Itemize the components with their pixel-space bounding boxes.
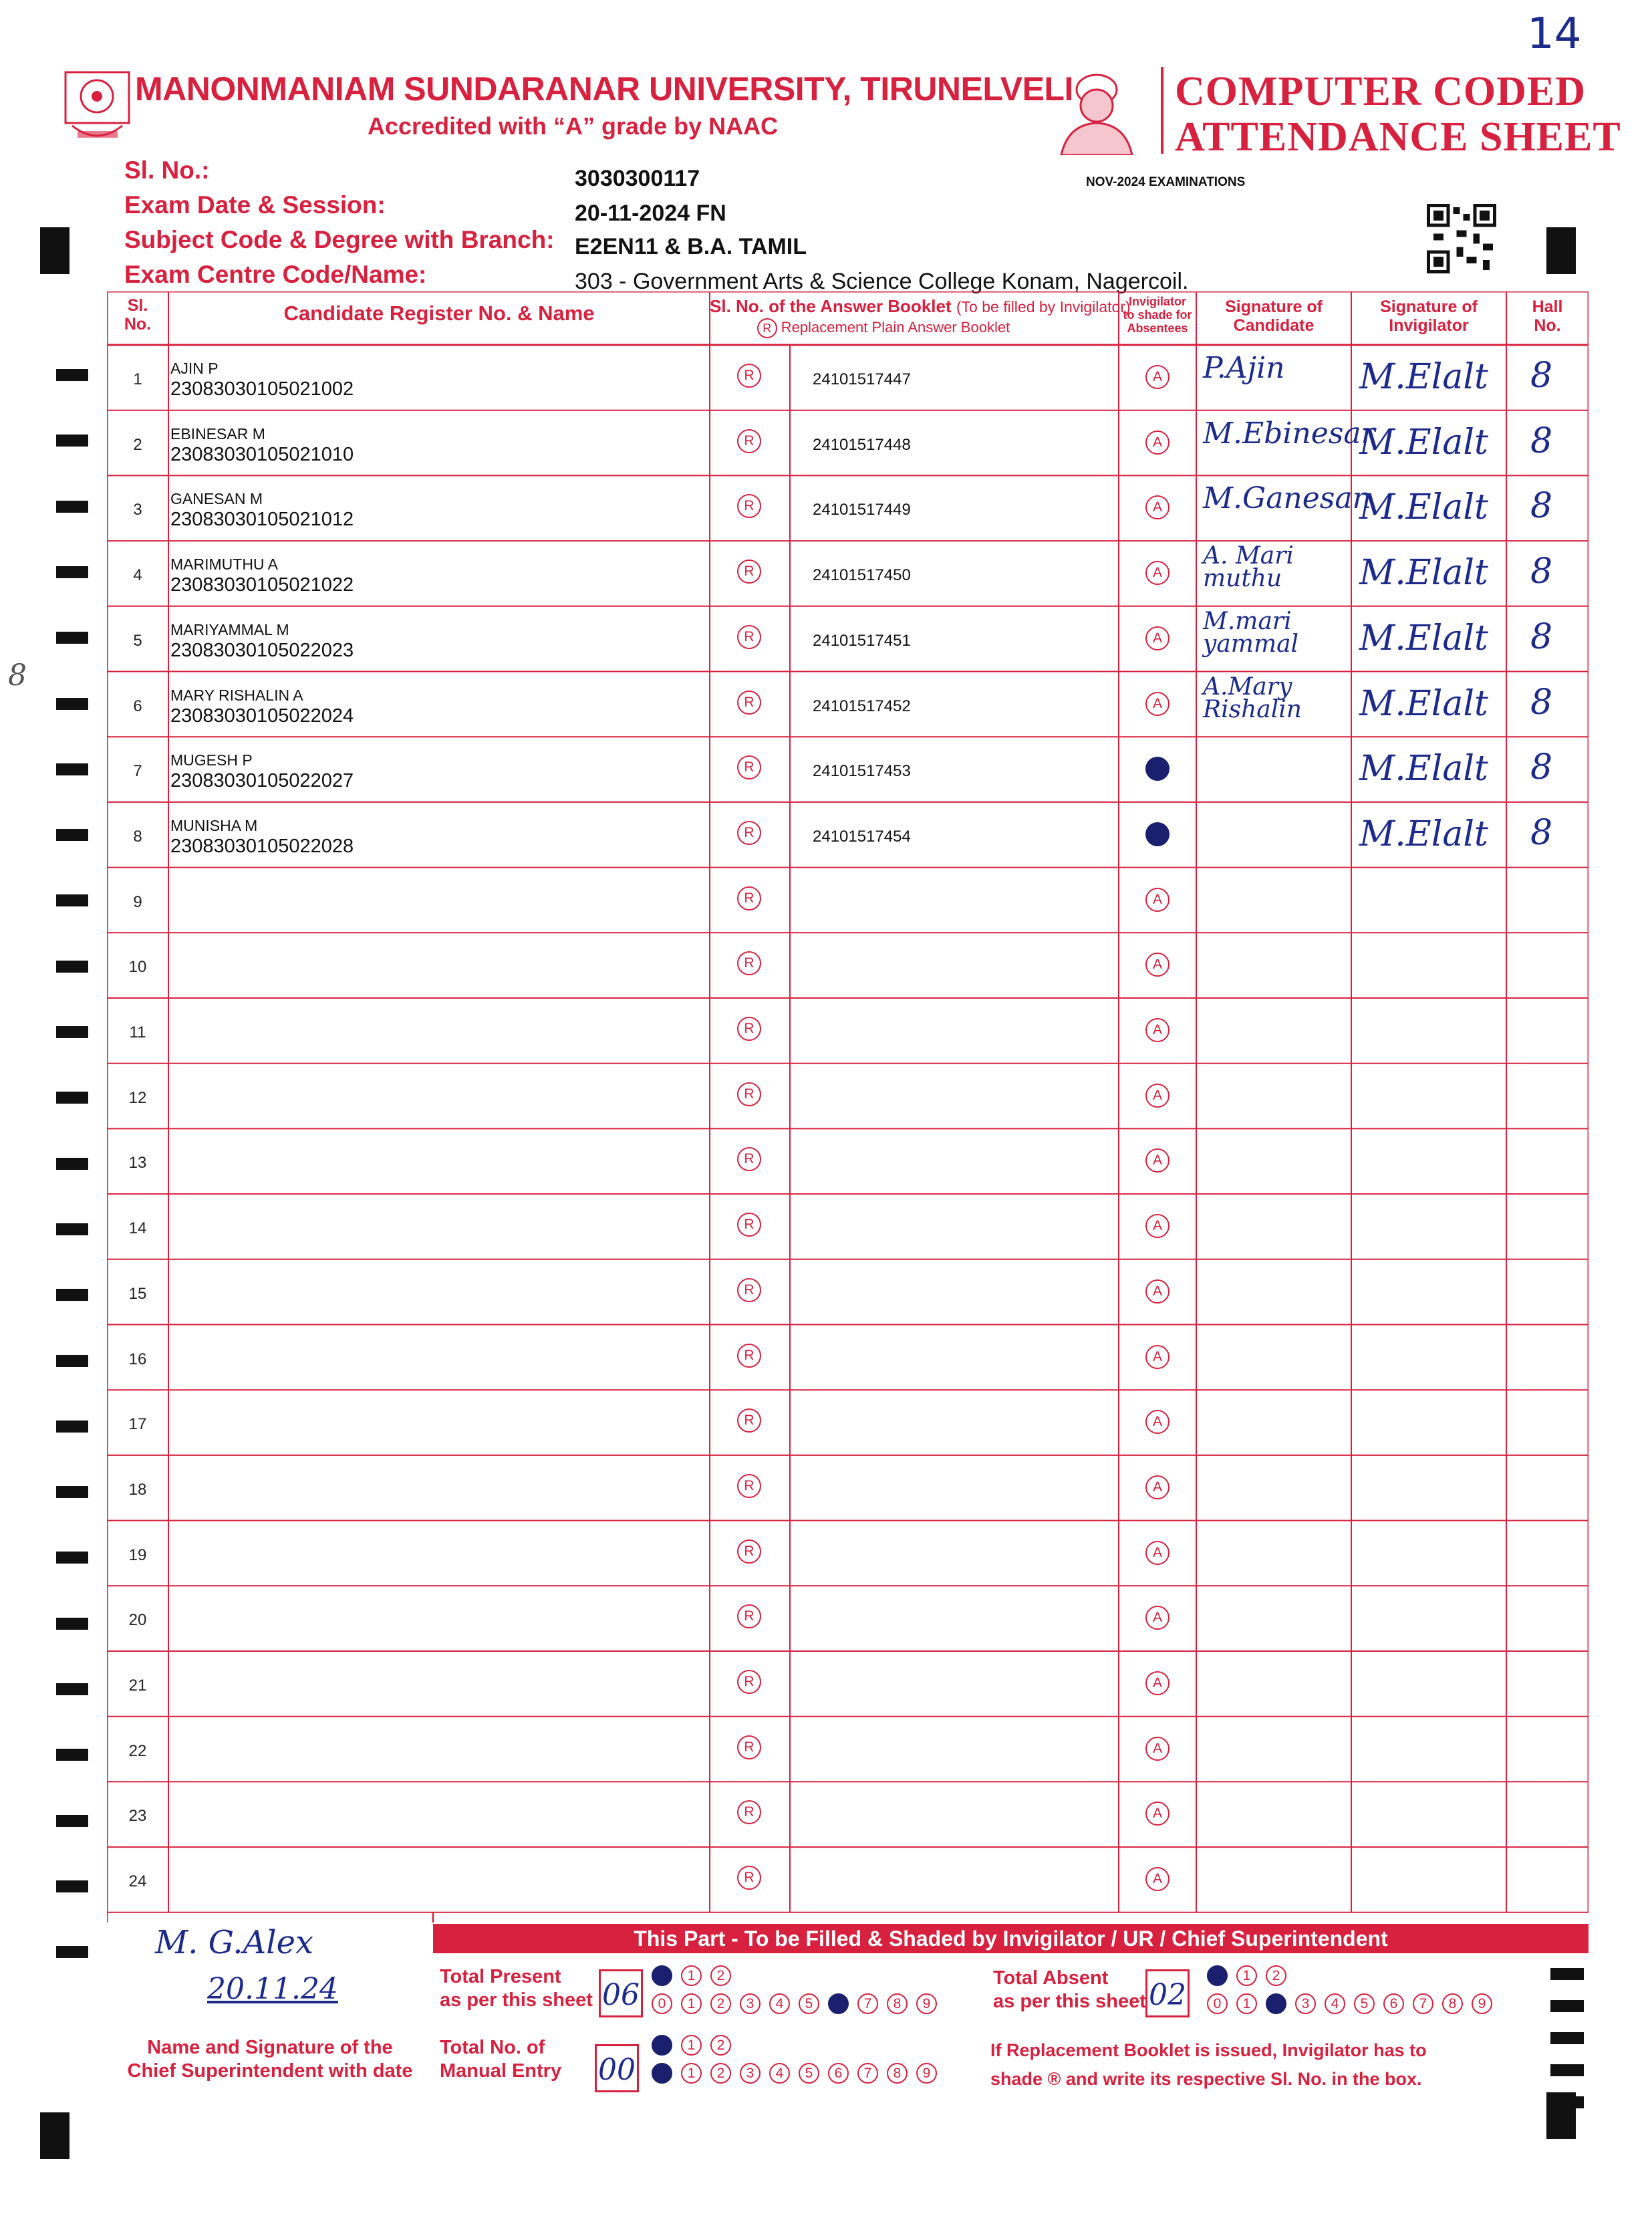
absent-bubble[interactable]: A	[1145, 1279, 1169, 1304]
register-number: 23083030105022027	[170, 770, 354, 792]
row-number: 6	[133, 697, 142, 715]
tens-digit-bubble[interactable]: 1	[681, 1965, 702, 1986]
absent-bubble[interactable]: A	[1145, 888, 1169, 912]
replacement-bubble[interactable]: R	[737, 1147, 761, 1171]
chief-label: Name and Signature of the Chief Superintendent with date	[127, 2037, 413, 2082]
units-digit-bubble[interactable]: 1	[681, 1993, 702, 2014]
row-number: 18	[128, 1480, 147, 1499]
timing-mark	[56, 1618, 88, 1630]
candidate-signature: M.mari yammal	[1203, 607, 1299, 658]
booklet-number: 24101517454	[813, 827, 911, 846]
candidate-name: MARIMUTHU A	[170, 556, 278, 574]
units-digit-bubble[interactable]: 9	[1472, 1993, 1492, 2014]
exam-date-label: Exam Date & Session:	[124, 191, 386, 219]
absent-bubble[interactable]: A	[1145, 626, 1169, 650]
absent-bubble[interactable]: A	[1145, 1148, 1169, 1172]
units-digit-bubble[interactable]: 0	[652, 1993, 672, 2014]
timing-mark	[56, 1552, 88, 1564]
timing-mark	[1550, 2032, 1584, 2044]
replacement-bubble[interactable]: R	[737, 1866, 761, 1890]
register-number: 23083030105022028	[170, 835, 354, 857]
qr-code-icon	[1427, 204, 1496, 273]
row-number: 20	[128, 1611, 147, 1630]
replacement-bubble[interactable]: R	[737, 1408, 761, 1433]
hall-number: 8	[1530, 616, 1553, 657]
subject-value: E2EN11 & B.A. TAMIL	[575, 234, 807, 259]
units-digit-bubble[interactable]: 8	[887, 2063, 908, 2084]
units-digit-bubble[interactable]: 4	[769, 1993, 790, 2014]
booklet-number: 24101517452	[813, 697, 911, 715]
candidate-name: MUGESH P	[170, 751, 253, 769]
absent-bubble[interactable]: A	[1145, 1410, 1169, 1434]
replacement-bubble[interactable]: R	[737, 1213, 761, 1237]
units-digit-bubble[interactable]: 2	[710, 1993, 731, 2014]
timing-mark	[1550, 2000, 1584, 2012]
timing-mark	[56, 1223, 88, 1235]
hall-number: 8	[1530, 486, 1553, 527]
timing-mark	[56, 1421, 88, 1433]
timing-mark	[56, 435, 88, 447]
replacement-bubble[interactable]: R	[737, 1017, 761, 1041]
absent-bubble[interactable]: A	[1145, 757, 1169, 781]
units-digit-bubble[interactable]: 1	[681, 2063, 702, 2084]
absent-bubble[interactable]: A	[1145, 561, 1169, 585]
university-logo-icon	[59, 68, 136, 147]
units-digit-bubble[interactable]: 7	[857, 2063, 878, 2084]
absent-bubble[interactable]: A	[1145, 365, 1169, 389]
booklet-number: 24101517450	[813, 566, 911, 585]
units-digit-bubble[interactable]: 7	[857, 1993, 878, 2014]
booklet-number: 24101517449	[813, 501, 911, 519]
units-digit-bubble[interactable]: 6	[828, 1993, 849, 2014]
register-number: 23083030105022024	[170, 705, 354, 727]
candidate-name: MARIYAMMAL M	[170, 620, 289, 638]
page-number-handwritten: 14	[1527, 9, 1582, 59]
replacement-bubble[interactable]: R	[737, 1800, 761, 1824]
row-number: 21	[128, 1677, 147, 1695]
absent-bubble[interactable]: A	[1145, 1018, 1169, 1042]
timing-mark	[56, 698, 88, 710]
chief-sign-date: 20.11.24	[207, 1972, 338, 2006]
header-absentee-shade: Invigilator to shade for Absentees	[1123, 295, 1192, 335]
subject-label: Subject Code & Degree with Branch:	[124, 226, 555, 253]
replacement-bubble[interactable]: R	[737, 1344, 761, 1368]
replacement-bubble[interactable]: R	[737, 886, 761, 910]
units-digit-bubble[interactable]: 6	[828, 2063, 849, 2084]
absent-bubble[interactable]: A	[1145, 1737, 1169, 1761]
timing-mark	[56, 1092, 88, 1104]
invigilator-signature: M.Elalt	[1359, 749, 1488, 789]
replacement-symbol-icon: R	[757, 318, 777, 338]
sl-no-label: Sl. No.:	[124, 156, 210, 184]
candidate-signature: M.Ganesan	[1203, 481, 1371, 516]
timing-mark	[1550, 2064, 1584, 2076]
row-number: 16	[128, 1350, 147, 1368]
absent-bubble[interactable]: A	[1145, 953, 1169, 977]
candidate-signature: P.Ajin	[1203, 351, 1285, 385]
units-digit-bubble[interactable]: 7	[1413, 1993, 1433, 2014]
units-digit-bubble[interactable]: 5	[799, 2063, 819, 2084]
units-digit-bubble[interactable]: 3	[740, 2063, 761, 2084]
row-number: 8	[133, 827, 142, 846]
timing-mark	[56, 501, 88, 513]
candidate-name: GANESAN M	[170, 490, 263, 508]
units-digit-bubble[interactable]: 1	[1236, 1993, 1257, 2014]
row-number: 9	[133, 892, 142, 911]
invigilator-signature: M.Elalt	[1359, 814, 1488, 854]
absent-bubble[interactable]: A	[1145, 822, 1169, 846]
replacement-bubble[interactable]: R	[737, 1082, 761, 1106]
row-number: 14	[128, 1219, 147, 1238]
candidate-name: MUNISHA M	[170, 816, 258, 834]
row-number: 10	[128, 958, 147, 977]
absent-bubble[interactable]: A	[1145, 1475, 1169, 1499]
row-number: 7	[133, 762, 142, 781]
register-number: 23083030105021012	[170, 509, 354, 531]
hall-number: 8	[1530, 812, 1553, 853]
candidate-name: MARY RISHALIN A	[170, 686, 303, 704]
units-digit-bubble[interactable]: 2	[710, 2063, 731, 2084]
replacement-bubble[interactable]: R	[737, 691, 761, 715]
replacement-bubble[interactable]: R	[737, 1604, 761, 1628]
candidate-signature: M.Ebinesar	[1203, 416, 1375, 451]
header-divider	[1161, 67, 1163, 154]
row-number: 2	[133, 435, 142, 454]
units-digit-bubble[interactable]: 4	[769, 2063, 790, 2084]
header-sl-no: Sl. No.	[124, 296, 152, 334]
exam-tag: NOV-2024 EXAMINATIONS	[1086, 175, 1246, 189]
booklet-number: 24101517448	[813, 435, 911, 454]
row-number: 12	[128, 1088, 147, 1107]
row-number: 13	[128, 1154, 147, 1172]
header-candidate: Candidate Register No. & Name	[283, 301, 595, 325]
timing-mark	[56, 1355, 88, 1367]
units-digit-bubble[interactable]: 3	[740, 1993, 761, 2014]
invigilator-signature: M.Elalt	[1359, 422, 1488, 463]
replacement-bubble[interactable]: R	[737, 364, 761, 388]
units-digit-bubble[interactable]: 6	[1383, 1993, 1404, 2014]
absent-bubble[interactable]: A	[1145, 1214, 1169, 1238]
tens-digit-bubble[interactable]: 1	[681, 2035, 702, 2056]
manual-entry-box[interactable]: 00	[595, 2044, 639, 2092]
replacement-bubble[interactable]: R	[737, 1539, 761, 1564]
units-digit-bubble[interactable]: 8	[1442, 1993, 1463, 2014]
total-absent-box[interactable]: 02	[1145, 1969, 1190, 2017]
absent-bubble[interactable]: A	[1145, 692, 1169, 716]
absent-bubble[interactable]: A	[1145, 1802, 1169, 1826]
header-booklet: Sl. No. of the Answer Booklet (To be filled by Invigilator)	[710, 296, 1131, 316]
register-number: 23083030105022023	[170, 639, 354, 661]
sheet-title-line2: ATTENDANCE SHEET	[1175, 114, 1621, 160]
tens-digit-bubble[interactable]: 0	[652, 2035, 672, 2056]
register-number: 23083030105021002	[170, 378, 354, 400]
row-number: 19	[128, 1546, 147, 1564]
invigilator-signature: M.Elalt	[1359, 357, 1488, 397]
row-number: 17	[128, 1415, 147, 1434]
attendance-table-grid	[107, 291, 1589, 1923]
register-number: 23083030105021022	[170, 574, 354, 596]
timing-mark	[56, 1749, 88, 1761]
units-digit-bubble[interactable]: 9	[916, 2063, 937, 2084]
replacement-bubble[interactable]: R	[737, 1735, 761, 1759]
replacement-bubble[interactable]: R	[737, 560, 761, 584]
sl-no-value: 3030300117	[575, 166, 700, 191]
hall-number: 8	[1530, 682, 1553, 723]
total-present-box[interactable]: 06	[599, 1969, 643, 2017]
candidate-name: EBINESAR M	[170, 424, 265, 443]
row-number: 23	[128, 1807, 147, 1826]
header-sig-invigilator: Signature of Invigilator	[1380, 297, 1478, 335]
chief-signature: M. G.Alex	[155, 1924, 314, 1961]
replacement-bubble[interactable]: R	[737, 494, 761, 518]
tens-digit-bubble[interactable]: 2	[1266, 1965, 1286, 1986]
timing-mark	[56, 1683, 88, 1695]
invigilator-signature: M.Elalt	[1359, 553, 1488, 594]
units-digit-bubble[interactable]: 0	[652, 2063, 672, 2084]
row-number: 15	[128, 1284, 147, 1303]
hall-number: 8	[1530, 551, 1553, 592]
timing-mark	[56, 1486, 88, 1498]
absent-bubble[interactable]: A	[1145, 1606, 1169, 1630]
absent-bubble[interactable]: A	[1145, 495, 1169, 519]
replacement-bubble[interactable]: R	[737, 1278, 761, 1302]
timing-mark	[56, 369, 88, 381]
row-number: 1	[133, 370, 142, 388]
booklet-number: 24101517453	[813, 762, 911, 781]
invigilator-signature: M.Elalt	[1359, 487, 1488, 528]
absent-bubble[interactable]: A	[1145, 1541, 1169, 1565]
replacement-bubble[interactable]: R	[737, 429, 761, 453]
centre-value: 303 - Government Arts & Science College Konam, Nagercoil.	[575, 269, 1189, 294]
replacement-bubble[interactable]: R	[737, 1670, 761, 1694]
units-digit-bubble[interactable]: 5	[1354, 1993, 1375, 2014]
booklet-number: 24101517447	[813, 370, 911, 388]
tens-digit-bubble[interactable]: 0	[652, 1965, 672, 1986]
timing-mark	[56, 1880, 88, 1892]
total-present-label: Total Present as per this sheet	[440, 1966, 593, 2011]
margin-mark: 8	[8, 658, 27, 693]
footer-band: This Part - To be Filled & Shaded by Invigilator / UR / Chief Superintendent	[433, 1924, 1589, 1953]
timing-mark	[56, 1026, 88, 1038]
units-digit-bubble[interactable]: 8	[887, 1993, 908, 2014]
timing-mark	[56, 1946, 88, 1958]
units-digit-bubble[interactable]: 0	[1207, 1993, 1228, 2014]
header-sig-candidate: Signature of Candidate	[1225, 297, 1323, 335]
hall-number: 8	[1530, 420, 1553, 461]
row-number: 4	[133, 566, 142, 585]
units-digit-bubble[interactable]: 2	[1266, 1993, 1286, 2014]
timing-mark	[56, 961, 88, 973]
timing-mark	[56, 1815, 88, 1827]
university-name: MANONMANIAM SUNDARANAR UNIVERSITY, TIRUNELVELI	[135, 70, 1073, 108]
timing-mark	[56, 894, 88, 906]
absent-bubble[interactable]: A	[1145, 1084, 1169, 1108]
units-digit-bubble[interactable]: 5	[799, 1993, 819, 2014]
tens-digit-bubble[interactable]: 2	[710, 2035, 731, 2056]
header-booklet-sub: R Replacement Plain Answer Booklet	[710, 318, 1057, 338]
invigilator-signature: M.Elalt	[1359, 618, 1488, 658]
corner-mark	[40, 227, 70, 274]
timing-mark	[56, 1158, 88, 1170]
register-number: 23083030105021010	[170, 443, 354, 465]
timing-mark	[1550, 2096, 1584, 2108]
founder-portrait-icon	[1055, 64, 1139, 155]
corner-mark	[1546, 227, 1576, 274]
corner-mark	[40, 2112, 70, 2159]
accreditation: Accredited with “A” grade by NAAC	[368, 112, 779, 140]
header-hall-no: Hall No.	[1532, 297, 1563, 335]
tens-digit-bubble[interactable]: 0	[1207, 1965, 1228, 1986]
units-digit-bubble[interactable]: 3	[1295, 1993, 1316, 2014]
units-digit-bubble[interactable]: 9	[916, 1993, 937, 2014]
row-number: 24	[128, 1872, 147, 1891]
units-digit-bubble[interactable]: 4	[1325, 1993, 1345, 2014]
replacement-bubble[interactable]: R	[737, 1474, 761, 1498]
replacement-bubble[interactable]: R	[737, 951, 761, 975]
sheet-title-line1: COMPUTER CODED	[1175, 69, 1587, 114]
row-number: 11	[129, 1023, 146, 1041]
row-number: 22	[128, 1741, 147, 1760]
absent-bubble[interactable]: A	[1145, 430, 1169, 455]
absent-bubble[interactable]: A	[1145, 1671, 1169, 1695]
replacement-note: If Replacement Booklet is issued, Invigilator has to shade ® and write its respective Sl. No. in the box.	[990, 2040, 1427, 2090]
timing-mark	[56, 566, 88, 578]
timing-mark	[56, 1289, 88, 1301]
hall-number: 8	[1530, 747, 1553, 788]
candidate-name: AJIN P	[170, 360, 219, 377]
replacement-bubble[interactable]: R	[737, 625, 761, 649]
exam-date-value: 20-11-2024 FN	[575, 201, 726, 226]
manual-entry-label: Total No. of Manual Entry	[440, 2037, 562, 2082]
centre-label: Exam Centre Code/Name:	[124, 261, 427, 288]
candidate-signature: A. Mari muthu	[1203, 542, 1294, 593]
absent-bubble[interactable]: A	[1145, 1867, 1169, 1891]
invigilator-signature: M.Elalt	[1359, 683, 1488, 724]
timing-mark	[56, 632, 88, 644]
tens-digit-bubble[interactable]: 2	[710, 1965, 731, 1986]
candidate-signature: A.Mary Rishalin	[1203, 672, 1302, 723]
replacement-bubble[interactable]: R	[737, 755, 761, 779]
row-number: 3	[133, 501, 142, 519]
timing-mark	[56, 829, 88, 841]
timing-mark	[56, 763, 88, 775]
total-absent-label: Total Absent as per this sheet	[993, 1967, 1146, 2012]
absent-bubble[interactable]: A	[1145, 1345, 1169, 1369]
tens-digit-bubble[interactable]: 1	[1236, 1965, 1257, 1986]
row-number: 5	[133, 631, 142, 650]
replacement-bubble[interactable]: R	[737, 821, 761, 845]
booklet-number: 24101517451	[813, 631, 911, 650]
timing-mark	[1550, 1968, 1584, 1980]
hall-number: 8	[1530, 356, 1553, 396]
